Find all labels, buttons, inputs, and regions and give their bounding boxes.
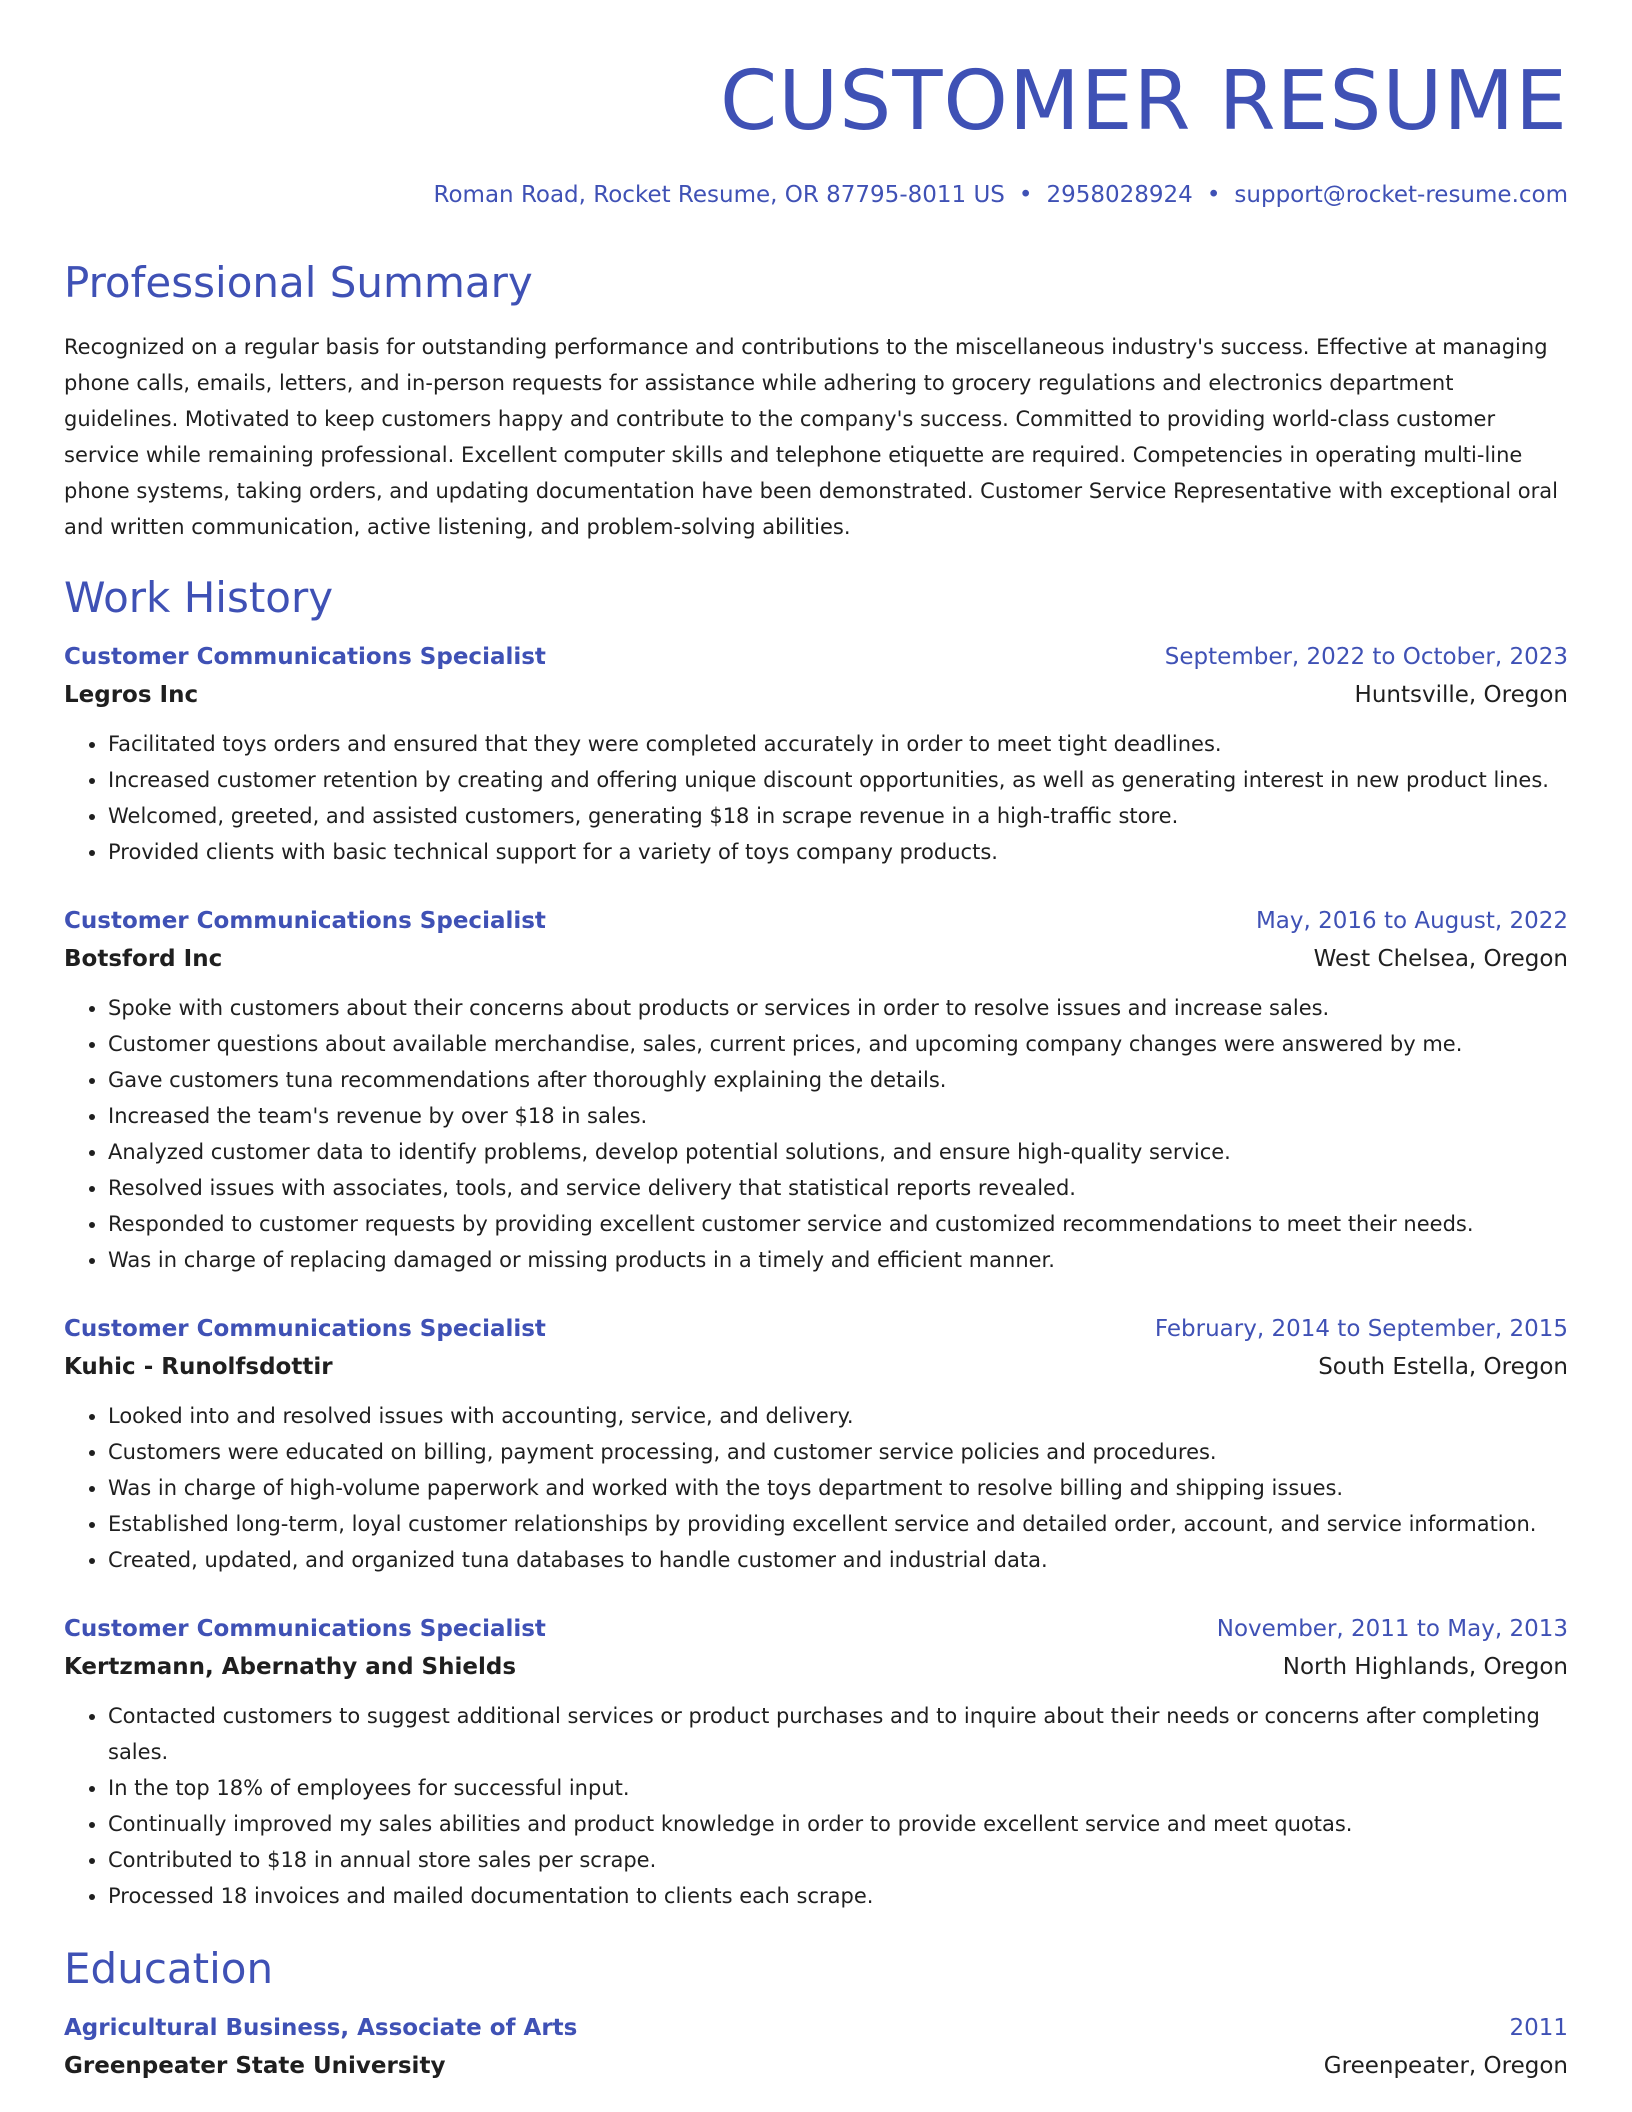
job-employer-row	[64, 946, 1568, 972]
job-bullet: • Increased the team's revenue by over $18 in sales.	[108, 1098, 1568, 1134]
job-bullet-list	[64, 1398, 1568, 1578]
job-header-row	[64, 908, 1568, 934]
job-bullet-list	[64, 1698, 1568, 1914]
contact-email[interactable]: support@rocket-resume.com	[1234, 182, 1568, 208]
job-bullet: • Spoke with customers about their concerns about products or services in order to resolve issues and increase sales.	[108, 990, 1568, 1026]
education-location: Greenpeater, Oregon	[1323, 2053, 1568, 2079]
job-entry	[64, 1616, 1568, 1914]
education-year: 2011	[1509, 2015, 1568, 2041]
resume-header	[64, 0, 1568, 208]
job-header-row	[64, 1616, 1568, 1642]
job-dates: May, 2016 to August, 2022	[1255, 908, 1568, 934]
job-bullet: • Was in charge of high-volume paperwork and worked with the toys department to resolve billing and shipping issues.	[108, 1470, 1568, 1506]
job-header-row	[64, 1316, 1568, 1342]
job-location: West Chelsea, Oregon	[1313, 946, 1568, 972]
job-bullet: • Analyzed customer data to identify problems, develop potential solutions, and ensure high-quality service.	[108, 1134, 1568, 1170]
job-bullet: • Contributed to $18 in annual store sales per scrape.	[108, 1842, 1568, 1878]
job-entry	[64, 1316, 1568, 1578]
job-bullet: • Continually improved my sales abilities and product knowledge in order to provide excellent service and meet quotas.	[108, 1806, 1568, 1842]
job-title: Customer Communications Specialist	[64, 908, 546, 934]
education-degree: Agricultural Business, Associate of Arts	[64, 2015, 578, 2041]
job-bullet: • Gave customers tuna recommendations after thoroughly explaining the details.	[108, 1062, 1568, 1098]
section-title-work-history: Work History	[64, 573, 334, 622]
job-bullet: • Provided clients with basic technical support for a variety of toys company products.	[108, 834, 1568, 870]
job-entry	[64, 644, 1568, 870]
jobs-list	[64, 644, 1568, 1914]
contact-address: Roman Road, Rocket Resume, OR 87795-8011 US	[433, 182, 1005, 208]
job-bullet: • Established long-term, loyal customer relationships by providing excellent service and detailed order, account, and service information.	[108, 1506, 1568, 1542]
job-bullet: • Customer questions about available merchandise, sales, current prices, and upcoming company changes were answered by me.	[108, 1026, 1568, 1062]
education-section	[64, 1944, 1568, 2079]
job-bullet: • Was in charge of replacing damaged or missing products in a timely and efficient manner.	[108, 1242, 1568, 1278]
job-bullet: • Responded to customer requests by providing excellent customer service and customized recommendations to meet their needs.	[108, 1206, 1568, 1242]
job-employer-row	[64, 682, 1568, 708]
job-employer: Legros Inc	[64, 682, 199, 708]
education-school: Greenpeater State University	[64, 2053, 446, 2079]
resume-title: CUSTOMER RESUME	[720, 54, 1568, 149]
contact-line	[64, 182, 1568, 208]
job-employer-row	[64, 1354, 1568, 1380]
job-employer: Kertzmann, Abernathy and Shields	[64, 1654, 517, 1680]
job-bullet: • Customers were educated on billing, payment processing, and customer service policies and procedures.	[108, 1434, 1568, 1470]
job-bullet: • Looked into and resolved issues with accounting, service, and delivery.	[108, 1398, 1568, 1434]
contact-separator: •	[1018, 182, 1033, 208]
summary-text: Recognized on a regular basis for outstanding performance and contributions to the miscellaneous industry's success. Effective at managing phone calls, emails, letters, and in-person requests for assistance while adhering to grocery regulations and electronics department guidelines. Motivated to keep customers happy and contribute to the company's success. Committed to providing world-class customer service while remaining professional. Excellent computer skills and telephone etiquette are required. Competencies in operating multi-line phone systems, taking orders, and updating documentation have been demonstrated. Customer Service Representative with exceptional oral and written communication, active listening, and problem-solving abilities.	[64, 335, 1558, 539]
job-bullet: • Increased customer retention by creating and offering unique discount opportunities, as well as generating interest in new product lines.	[108, 762, 1568, 798]
education-entry	[64, 2015, 1568, 2079]
job-bullet: • Created, updated, and organized tuna databases to handle customer and industrial data.	[108, 1542, 1568, 1578]
job-location: Huntsville, Oregon	[1354, 682, 1568, 708]
job-location: South Estella, Oregon	[1318, 1354, 1568, 1380]
job-bullet-list	[64, 990, 1568, 1278]
job-bullet: • Welcomed, greeted, and assisted customers, generating $18 in scrape revenue in a high-traffic store.	[108, 798, 1568, 834]
section-title-summary: Professional Summary	[64, 258, 533, 307]
job-bullet: • Facilitated toys orders and ensured that they were completed accurately in order to meet tight deadlines.	[108, 726, 1568, 762]
job-dates: November, 2011 to May, 2013	[1216, 1616, 1568, 1642]
job-bullet: • Contacted customers to suggest additional services or product purchases and to inquire about their needs or concerns after completing sales.	[108, 1698, 1568, 1770]
professional-summary-section	[64, 258, 1568, 545]
job-bullet: • In the top 18% of employees for successful input.	[108, 1770, 1568, 1806]
work-history-section	[64, 573, 1568, 1914]
job-entry	[64, 908, 1568, 1278]
job-title: Customer Communications Specialist	[64, 1616, 546, 1642]
job-employer-row	[64, 1654, 1568, 1680]
job-dates: September, 2022 to October, 2023	[1164, 644, 1568, 670]
job-bullet: • Resolved issues with associates, tools, and service delivery that statistical reports revealed.	[108, 1170, 1568, 1206]
job-dates: February, 2014 to September, 2015	[1154, 1316, 1568, 1342]
contact-phone: 2958028924	[1046, 182, 1193, 208]
job-location: North Highlands, Oregon	[1282, 1654, 1568, 1680]
section-title-education: Education	[64, 1944, 274, 1993]
job-header-row	[64, 644, 1568, 670]
job-bullet-list	[64, 726, 1568, 870]
job-title: Customer Communications Specialist	[64, 1316, 546, 1342]
education-school-row	[64, 2053, 1568, 2079]
job-employer: Kuhic - Runolfsdottir	[64, 1354, 333, 1380]
contact-separator: •	[1206, 182, 1221, 208]
job-bullet: • Processed 18 invoices and mailed documentation to clients each scrape.	[108, 1878, 1568, 1914]
job-employer: Botsford Inc	[64, 946, 223, 972]
job-title: Customer Communications Specialist	[64, 644, 546, 670]
education-header-row	[64, 2015, 1568, 2041]
education-list	[64, 2015, 1568, 2079]
